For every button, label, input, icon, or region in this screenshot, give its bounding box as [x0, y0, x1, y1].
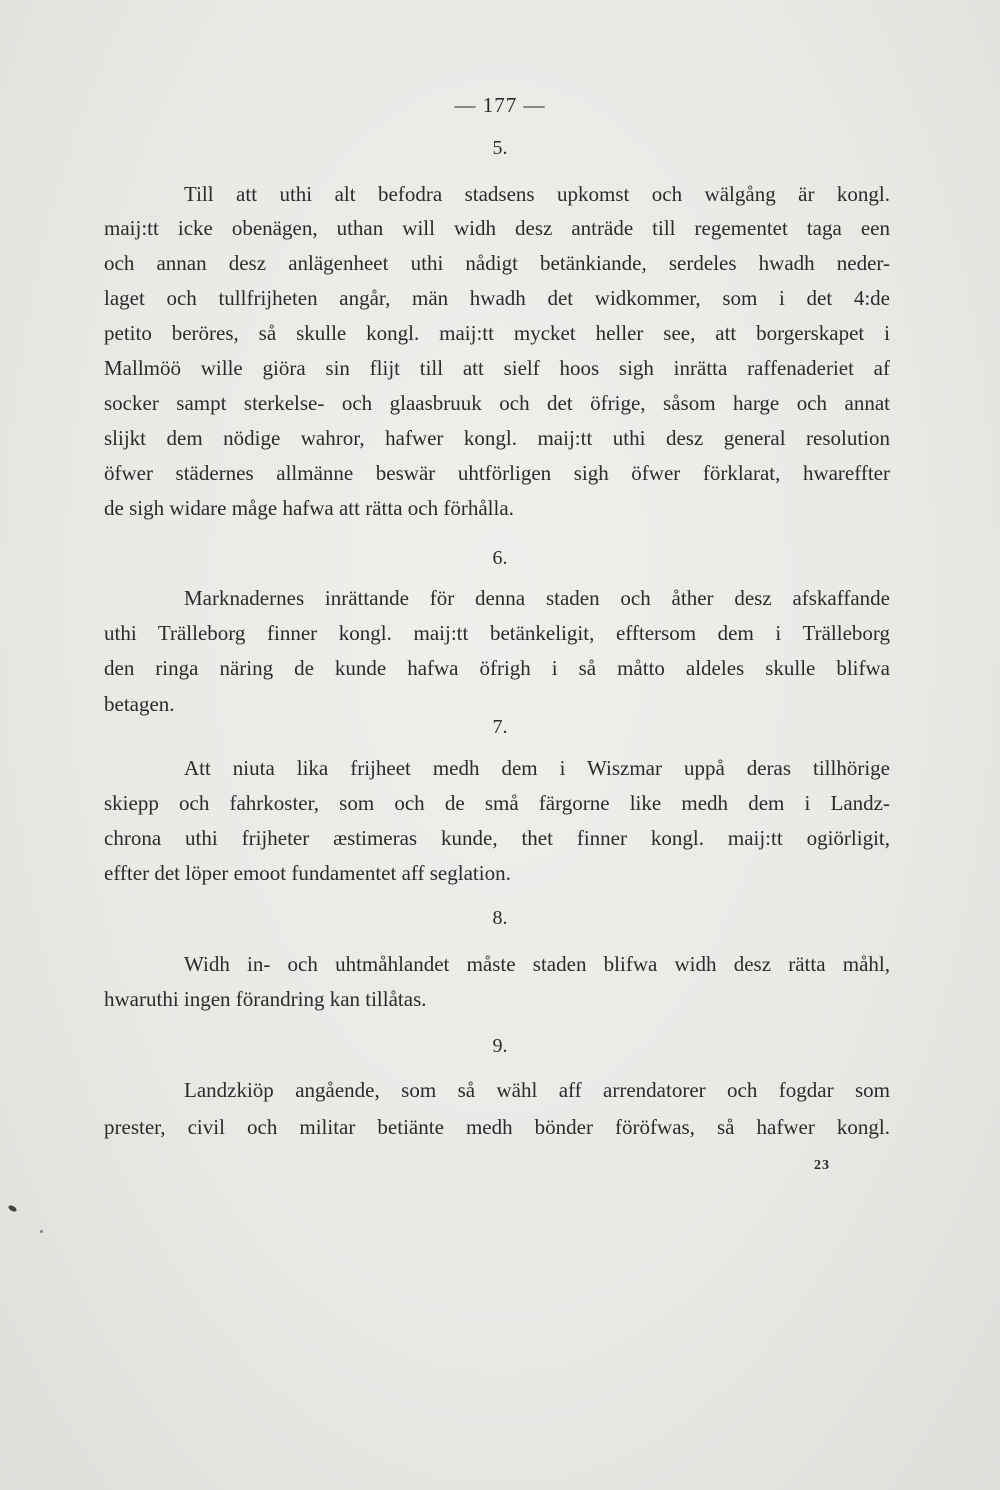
paragraph-line: de sigh widare måge hafwa att rätta och förhålla. [104, 496, 514, 520]
paragraph-line: Marknadernes inrättande för denna staden och åther desz afskaffande [184, 586, 890, 610]
paragraph-line: hwaruthi ingen förandring kan tillåtas. [104, 987, 427, 1011]
paragraph-line: skiepp och fahrkoster, som och de små färgorne like medh dem i Landz- [104, 791, 890, 815]
paragraph-line: maij:tt icke obenägen, uthan will widh desz anträde till regementet taga een [104, 216, 890, 240]
section-number-8: 8. [492, 907, 508, 929]
paragraph-line: effter det löper emoot fundamentet aff seglation. [104, 861, 511, 885]
page-number-header: — 177 — [454, 93, 546, 117]
paragraph-line: chrona uthi frijheter æstimeras kunde, thet finner kongl. maij:tt ogiörligit, [104, 826, 890, 850]
paragraph-line: laget och tullfrijheten angår, män hwadh det widkommer, som i det 4:de [104, 286, 890, 310]
paragraph-line: Till att uthi alt befodra stadsens upkomst och wälgång är kongl. [184, 182, 890, 206]
signature-mark: 23 [814, 1158, 830, 1173]
paragraph-line: Att niuta lika frijheet medh dem i Wiszmar uppå deras tillhörige [184, 756, 890, 780]
paragraph-line: och annan desz anlägenheet uthi nådigt betänkiande, serdeles hwadh neder- [104, 251, 890, 275]
paragraph-line: Mallmöö wille giöra sin flijt till att sielf hoos sigh inrätta raffenaderiet af [104, 356, 890, 380]
paragraph-line: betagen. [104, 692, 175, 716]
paragraph-line: Landzkiöp angående, som så wähl aff arrendatorer och fogdar som [184, 1078, 890, 1102]
ink-speck [7, 1204, 17, 1213]
ink-speck [40, 1230, 43, 1233]
paragraph-line: socker sampt sterkelse- och glaasbruuk och det öfrige, såsom harge och annat [104, 391, 890, 415]
paragraph-line: den ringa näring de kunde hafwa öfrigh i så måtto aldeles skulle blifwa [104, 656, 890, 680]
section-number-5: 5. [492, 137, 508, 159]
paragraph-line: petito beröres, så skulle kongl. maij:tt mycket heller see, att borgerskapet i [104, 321, 890, 345]
section-number-9: 9. [492, 1035, 508, 1057]
paragraph-line: Widh in- och uhtmåhlandet måste staden blifwa widh desz rätta måhl, [184, 952, 890, 976]
paragraph-line: slijkt dem nödige wahror, hafwer kongl. maij:tt uthi desz general resolution [104, 426, 890, 450]
paragraph-line: uthi Trälleborg finner kongl. maij:tt betänkeligit, efftersom dem i Trälleborg [104, 621, 890, 645]
section-number-7: 7. [492, 716, 508, 738]
paragraph-line: öfwer städernes allmänne beswär uhtförligen sigh öfwer förklarat, hwareffter [104, 461, 890, 485]
section-number-6: 6. [492, 547, 508, 569]
paragraph-line: prester, civil och militar betiänte medh bönder föröfwas, så hafwer kongl. [104, 1115, 890, 1139]
